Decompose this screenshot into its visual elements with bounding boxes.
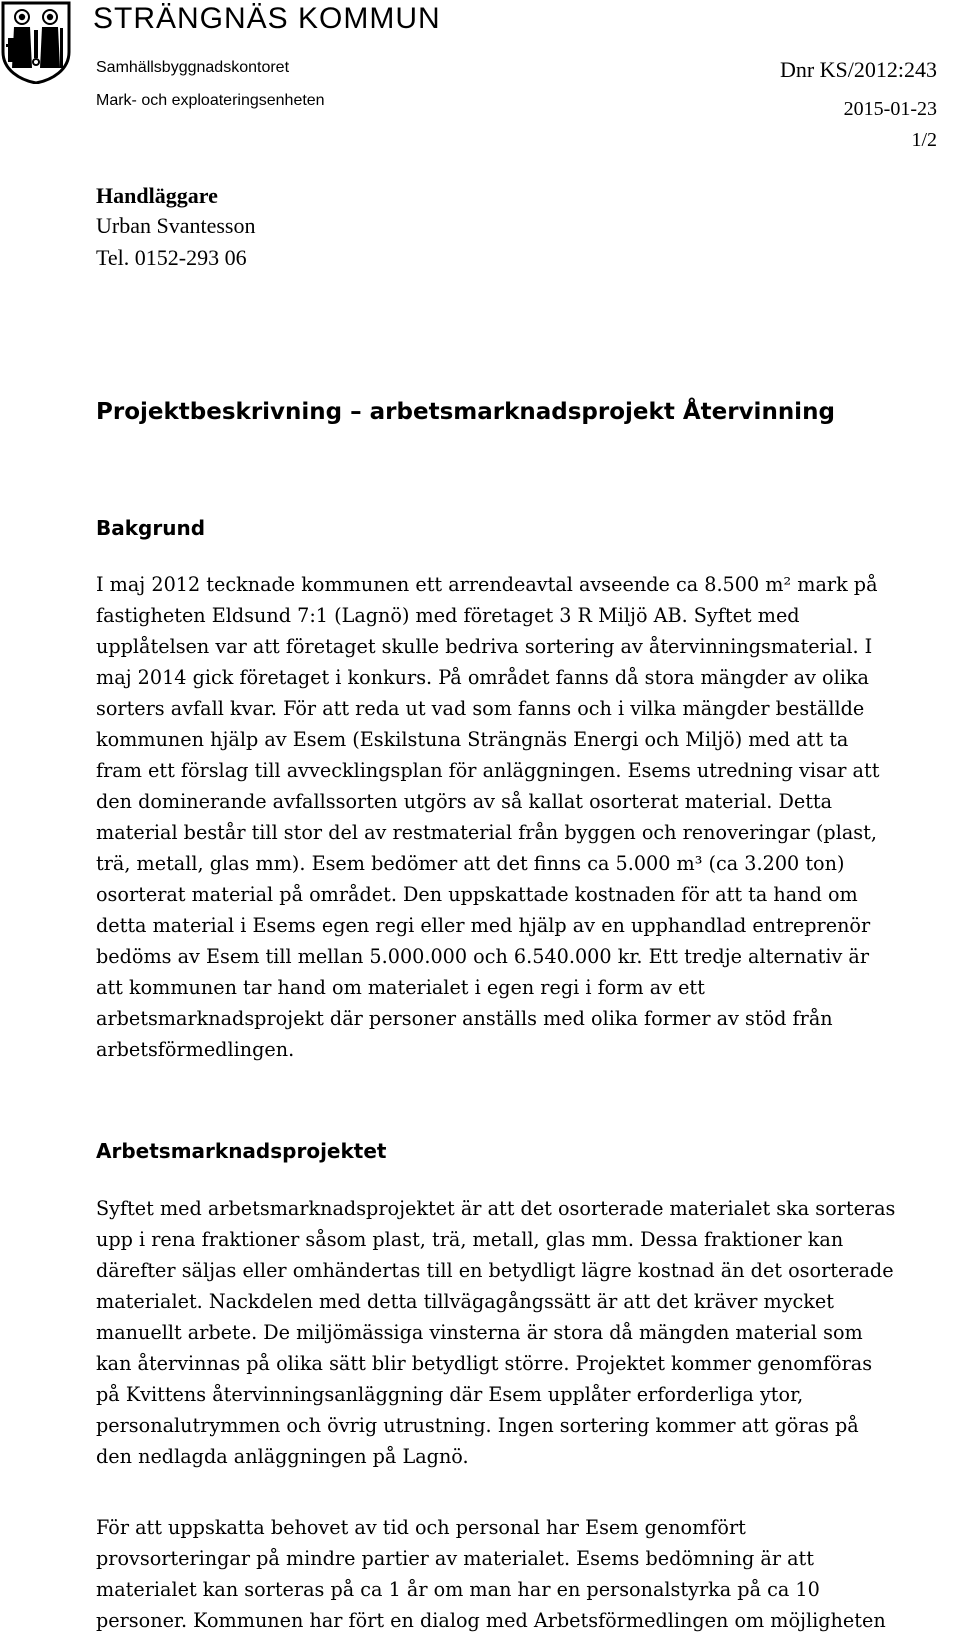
document-date: 2015-01-23 — [843, 98, 937, 120]
paragraph: För att uppskatta behovet av tid och personal har Esem genomfört provsorteringar på mindre partier av materialet. Esems bedömning är att materialet kan sorteras på ca 1 år om man har en personalstyrka på ca 10 personer. Kommunen har fört en dialog med Arbetsförmedlingen om möjligheten — [96, 1516, 886, 1632]
handler-label: Handläggare — [96, 183, 218, 208]
section-heading-bakgrund: Bakgrund — [96, 516, 206, 540]
page-number: 1/2 — [911, 129, 937, 151]
section-heading-arbetsmarknadsprojektet: Arbetsmarknadsprojektet — [96, 1139, 387, 1163]
strangnas-coat-of-arms-icon — [0, 0, 72, 84]
department-line-2: Mark- och exploateringsenheten — [96, 92, 325, 109]
paragraph: Syftet med arbetsmarknadsprojektet är att det osorterade materialet ska sorteras upp i rena fraktioner såsom plast, trä, metall, glas mm. Dessa fraktioner kan därefter säljas eller omhändertas till en betydligt lägre kostnad än det osorterade materialet. Nackdelen med detta tillvägagångssätt är att det kräver mycket manuellt arbete. De miljömässiga vinsterna är stora då mängden material som kan återvinnas på olika sätt blir betydligt större. Projektet kommer genomföras på Kvittens återvinningsanläggning där Esem upplåter erforderliga ytor, personalutrymmen och övrig utrustning. Ingen sortering kommer att göras på den nedlagda anläggningen på Lagnö. — [96, 1197, 896, 1468]
reference-number: Dnr KS/2012:243 — [779, 57, 937, 82]
handler-phone: Tel. 0152-293 06 — [96, 245, 247, 270]
handler-name: Urban Svantesson — [96, 213, 256, 238]
paragraph: I maj 2012 tecknade kommunen ett arrendeavtal avseende ca 8.500 m² mark på fastigheten Eldsund 7:1 (Lagnö) med företaget 3 R Miljö AB. Syftet med upplåtelsen var att företaget skulle bedriva sortering av återvinningsmaterial. I maj 2014 gick företaget i konkurs. På området fanns då stora mängder av olika sorters avfall kvar. För att reda ut vad som fanns och i vilka mängder beställde kommunen hjälp av Esem (Eskilstuna Strängnäs Energi och Miljö) med att ta fram ett förslag till avvecklingsplan för anläggningen. Esems utredning visar att den dominerande avfallssorten utgörs av så kallat osorterat material. Detta material består till stor del av restmaterial från byggen och renoveringar (plast, trä, metall, glas mm). Esem bedömer att det finns ca 5.000 m³ (ca 3.200 ton) osorterat material på området. Den uppskattade kostnaden för att ta hand om detta material i Esems egen regi eller med hjälp av en upphandlad entreprenör bedöms av Esem till mellan 5.000.000 och 6.540.000 kr. Ett tredje alternativ är att kommunen tar hand om materialet i egen regi i form av ett arbetsmarknadsprojekt där personer anställs med olika former av stöd från arbetsförmedlingen. — [96, 573, 880, 1061]
document-title: Projektbeskrivning – arbetsmarknadsprojekt Återvinning — [96, 399, 835, 425]
department-line-1: Samhällsbyggnadskontoret — [96, 59, 290, 76]
organization-name: STRÄNGNÄS KOMMUN — [93, 2, 441, 35]
